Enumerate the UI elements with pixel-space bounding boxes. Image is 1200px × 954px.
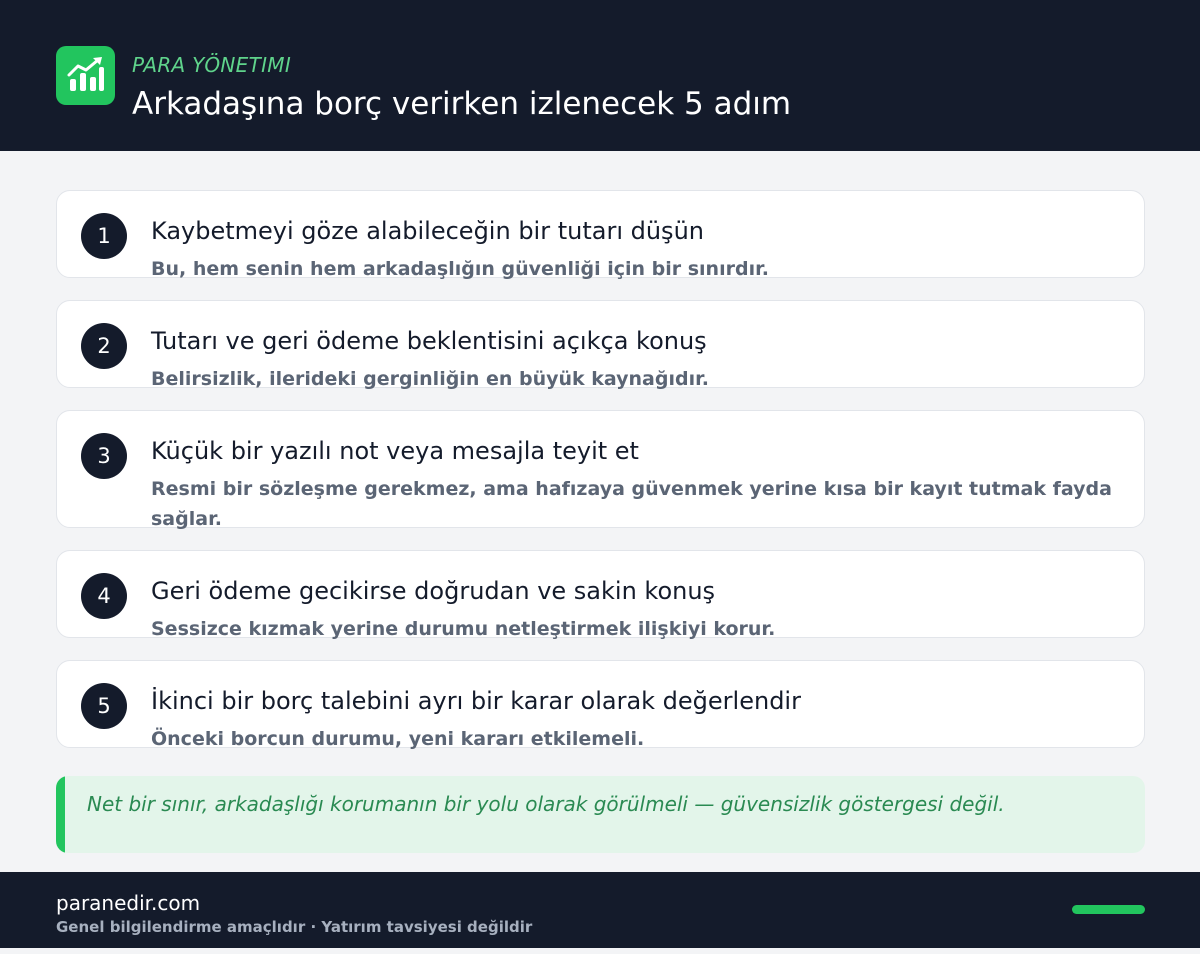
callout-accent-bar: [56, 776, 65, 853]
step-title: İkinci bir borç talebini ayrı bir karar olarak değerlendir: [151, 687, 801, 715]
site-name: paranedir.com: [56, 891, 201, 915]
footer-accent-bar: [1072, 905, 1145, 914]
step-title: Kaybetmeyi göze alabileceğin bir tutarı düşün: [151, 217, 704, 245]
step-number-badge: 2: [81, 323, 127, 369]
step-title: Tutarı ve geri ödeme beklentisini açıkça konuş: [151, 327, 707, 355]
step-card-2: [56, 300, 1145, 388]
step-card-4: [56, 550, 1145, 638]
step-description: Önceki borcun durumu, yeni kararı etkilemeli.: [151, 728, 645, 750]
step-number-badge: 3: [81, 433, 127, 479]
step-card-1: [56, 190, 1145, 278]
callout-text: Net bir sınır, arkadaşlığı korumanın bir yolu olarak görülmeli — güvensizlik göstergesi değil.: [87, 792, 1005, 816]
footer: [0, 872, 1200, 948]
disclaimer-text: Genel bilgilendirme amaçlıdır · Yatırım tavsiyesi değildir: [56, 918, 533, 936]
page-title: Arkadaşına borç verirken izlenecek 5 adım: [132, 86, 792, 122]
step-number-badge: 5: [81, 683, 127, 729]
category-label: PARA YÖNETIMI: [132, 53, 292, 77]
step-card-5: [56, 660, 1145, 748]
chart-growth-icon: [65, 55, 106, 96]
tip-callout: [56, 776, 1145, 853]
logo: [56, 46, 115, 105]
step-description: Bu, hem senin hem arkadaşlığın güvenliği için bir sınırdır.: [151, 258, 769, 280]
step-number-badge: 4: [81, 573, 127, 619]
step-title: Küçük bir yazılı not veya mesajla teyit et: [151, 437, 639, 465]
step-title: Geri ödeme gecikirse doğrudan ve sakin konuş: [151, 577, 716, 605]
step-card-3: [56, 410, 1145, 528]
header: [0, 0, 1200, 151]
step-description: Belirsizlik, ilerideki gerginliğin en büyük kaynağıdır.: [151, 368, 709, 390]
step-description: Sessizce kızmak yerine durumu netleştirmek ilişkiyi korur.: [151, 618, 776, 640]
step-number-badge: 1: [81, 213, 127, 259]
step-description: Resmi bir sözleşme gerekmez, ama hafızaya güvenmek yerine kısa bir kayıt tutmak fayda sağlar.: [151, 478, 1112, 530]
